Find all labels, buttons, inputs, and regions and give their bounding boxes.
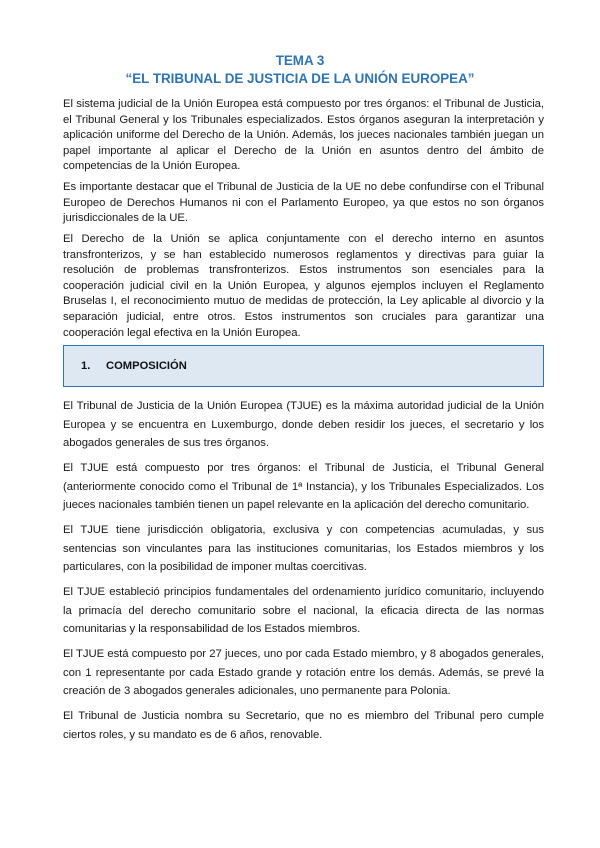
section-heading: COMPOSICIÓN bbox=[106, 360, 187, 372]
section-paragraph-3: El TJUE tiene jurisdicción obligatoria, exclusiva y con competencias acumuladas, y sus sentencias son vinculantes para las instituciones comunitarias, los Estados miembros y los particulares, con la posibilidad de imponer multas coercitivas. bbox=[63, 524, 544, 574]
document-header bbox=[0, 52, 600, 88]
document-title: “EL TRIBUNAL DE JUSTICIA DE LA UNIÓN EUROPEA” bbox=[125, 71, 475, 86]
section-number: 1. bbox=[81, 360, 91, 372]
section-heading-box bbox=[63, 345, 544, 387]
section-paragraph-2: El TJUE está compuesto por tres órganos: el Tribunal de Justicia, el Tribunal General (anteriormente conocido como el Tribunal de 1ª Instancia), y los Tribunales Especializados. Los jueces nacionales también tienen un papel relevante en la aplicación del derecho comunitario. bbox=[63, 462, 544, 512]
section-paragraph-1: El Tribunal de Justicia de la Unión Europea (TJUE) es la máxima autoridad judicial de la Unión Europea y se encuentra en Luxemburgo, donde deben residir los jueces, el secretario y los abogados generales de sus tres órganos. bbox=[63, 400, 544, 450]
section-paragraph-5: El TJUE está compuesto por 27 jueces, uno por cada Estado miembro, y 8 abogados generales, con 1 representante por cada Estado grande y rotación entre los demás. Además, se prevé la creación de 3 abogados generales adicionales, uno permanente para Polonia. bbox=[63, 648, 544, 698]
section-paragraph-4: El TJUE estableció principios fundamentales del ordenamiento jurídico comunitario, incluyendo la primacía del derecho comunitario sobre el nacional, la eficacia directa de las normas comunitarias y la responsabilidad de los Estados miembros. bbox=[63, 586, 544, 636]
intro-paragraph-3: El Derecho de la Unión se aplica conjuntamente con el derecho interno en asuntos transfronterizos, y se han establecido numerosos reglamentos y directivas para guiar la resolución de problemas transfronterizos. Estos instrumentos son esenciales para la cooperación judicial civil en la Unión Europea, y algunos ejemplos incluyen el Reglamento Bruselas I, el reconocimiento mutuo de medidas de protección, la Ley aplicable al divorcio y la separación judicial, entre otros. Estos instrumentos son cruciales para garantizar una cooperación legal efectiva en la Unión Europea. bbox=[63, 233, 544, 339]
intro-paragraph-2: Es importante destacar que el Tribunal de Justicia de la UE no debe confundirse con el Tribunal Europeo de Derechos Humanos ni con el Parlamento Europeo, ya que estos no son órganos jurisdiccionales de la UE. bbox=[63, 181, 544, 225]
intro-paragraph-1: El sistema judicial de la Unión Europea está compuesto por tres órganos: el Tribunal de Justicia, el Tribunal General y los Tribunales especializados. Estos órganos aseguran la interpretación y aplicación uniforme del Derecho de la Unión. Además, los jueces nacionales también juegan un papel importante al aplicar el Derecho de la Unión en asuntos dentro del ámbito de competencias de la Unión Europea. bbox=[63, 98, 544, 173]
section-paragraph-6: El Tribunal de Justicia nombra su Secretario, que no es miembro del Tribunal pero cumple ciertos roles, y su mandato es de 6 años, renovable. bbox=[63, 710, 544, 741]
topic-label: TEMA 3 bbox=[275, 53, 325, 68]
